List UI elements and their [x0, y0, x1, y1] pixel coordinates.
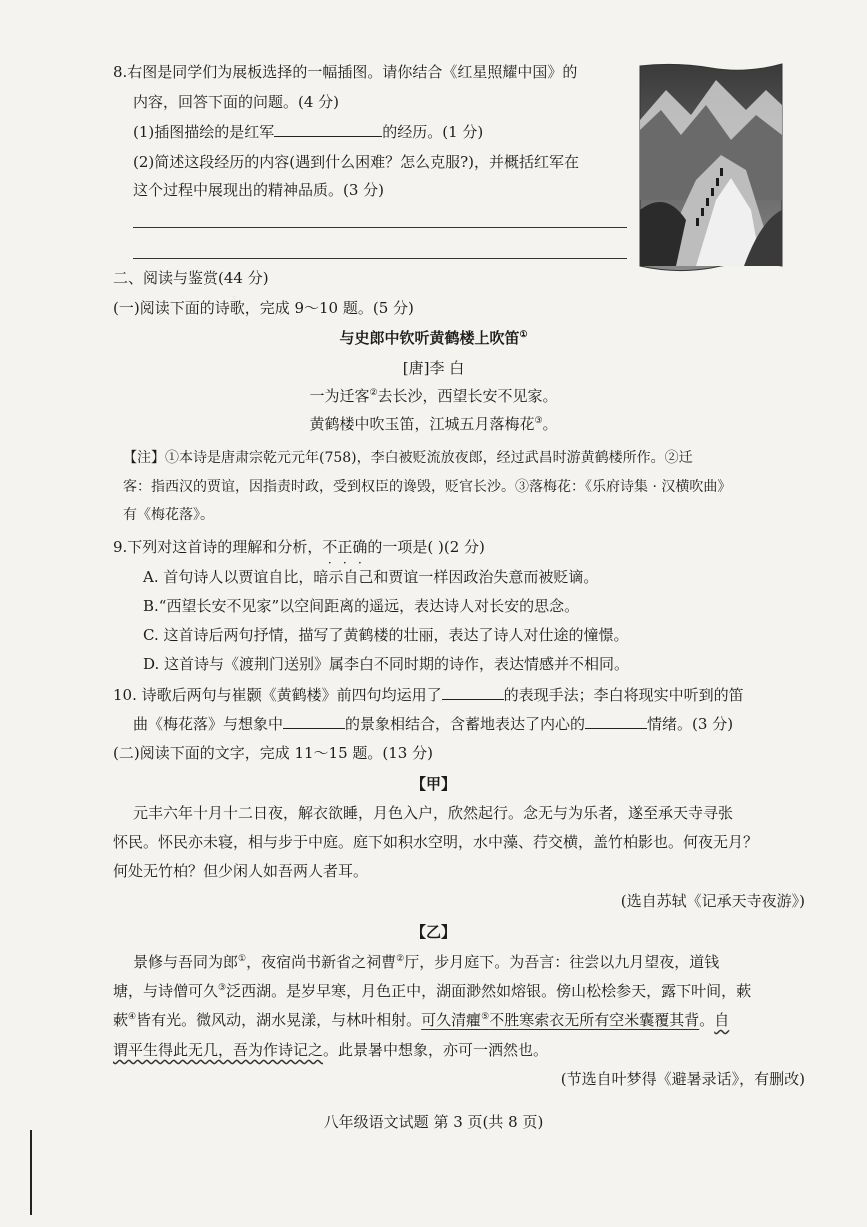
- yi-text: 塘，与诗僧可久: [113, 982, 219, 1000]
- q9-option-b: B.“西望长安不见家”以空间距离的遥远，表达诗人对长安的思念。: [143, 597, 580, 615]
- section-heading: 二、阅读与鉴赏(44 分): [113, 269, 269, 287]
- q10-line2: [133, 712, 733, 736]
- footnote-mark: ⑤: [481, 1012, 490, 1022]
- note-line2: 客：指西汉的贾谊，因指责时政，受到权臣的谗毁，贬官长沙。③落梅花：《乐府诗集 · 汉横吹曲》: [123, 479, 732, 495]
- q10-line1: [113, 683, 744, 707]
- wavy-underlined-text: 谓平生得此无几，吾为作诗记之: [113, 1041, 324, 1059]
- note-line1: 【注】①本诗是唐肃宗乾元元年(758)，李白被贬流放夜郎，经过武昌时游黄鹤楼所作。②迁: [123, 450, 693, 466]
- poem-title: [0, 326, 867, 350]
- q10-e: 情绪。(3 分): [647, 715, 734, 733]
- jia-line3: 何处无竹柏？但少闲人如吾两人者耳。: [113, 862, 369, 880]
- yi-text: 厅，步月庭下。为吾言：往尝以九月望夜，道钱: [404, 953, 720, 971]
- q9-option-a: A. 首句诗人以贾谊自比，暗示自己和贾谊一样因政治失意而被贬谪。: [143, 568, 599, 586]
- emphasis-char: 正: [337, 538, 353, 556]
- q10-a: 10. 诗歌后两句与崔颢《黄鹤楼》前四句均运用了: [113, 686, 442, 704]
- q10-c: 曲《梅花落》与想象中: [133, 715, 284, 733]
- q9-stem-a: 9.下列对这首诗的理解和分析，: [113, 538, 323, 556]
- passage-jia-label: 【甲】: [410, 775, 456, 793]
- yi-line3: [113, 1008, 729, 1032]
- q9-stem-b: 的一项是( )(2 分): [367, 538, 485, 556]
- q10-b: 的表现手法；李白将现实中听到的笛: [503, 686, 744, 704]
- q9-stem: [113, 535, 485, 559]
- answer-blank: [283, 714, 345, 729]
- passage-yi-label: 【乙】: [410, 923, 456, 941]
- q8-line2: 内容，回答下面的问题。(4 分): [133, 93, 340, 111]
- mountain-march-illustration: [636, 60, 786, 272]
- answer-blank: [274, 122, 382, 137]
- q8-sub2-line2: 这个过程中展现出的精神品质。(3 分): [133, 181, 385, 199]
- yi-text: 不胜寒索衣无所有空米囊覆其背: [489, 1011, 700, 1029]
- yi-text: 。: [699, 1011, 715, 1029]
- yi-line1: [133, 950, 719, 974]
- q9-option-d: D. 这首诗与《渡荆门送别》属李白不同时期的诗作，表达情感并不相同。: [143, 655, 630, 673]
- q8-sub1: [133, 120, 483, 144]
- note-line3: 有《梅花落》。: [123, 507, 214, 523]
- yi-text: 景修与吾同为郎: [133, 953, 239, 971]
- yi-text: 蔌: [113, 1011, 129, 1029]
- q8-sub1-b: 的经历。(1 分): [382, 123, 484, 141]
- q9-option-c: C. 这首诗后两句抒情，描写了黄鹤楼的壮丽，表达了诗人对仕途的憧憬。: [143, 626, 629, 644]
- poem-line1-b: 去长沙，西望长安不见家。: [377, 387, 558, 405]
- poem-line1-a: 一为迁客: [309, 387, 370, 405]
- yi-line2: [113, 979, 751, 1003]
- margin-rule: [30, 1130, 32, 1215]
- poem-title-text: 与史郎中钦听黄鹤楼上吹笛: [339, 329, 520, 347]
- jia-line2: 怀民。怀民亦未寝，相与步于中庭。庭下如积水空明，水中藻、荇交横，盖竹柏影也。何夜无月？: [113, 833, 759, 851]
- footnote-mark: ③: [218, 983, 227, 993]
- footnote-mark: ①: [519, 330, 528, 340]
- yi-text: 皆有光。微风动，湖水晃漾，与林叶相射。: [136, 1011, 422, 1029]
- answer-line: [133, 227, 627, 228]
- q8-line1: 8.右图是同学们为展板选择的一幅插图。请你结合《红星照耀中国》的: [113, 63, 578, 81]
- poem-author: [唐]李 白: [402, 359, 465, 377]
- answer-blank: [585, 714, 647, 729]
- yi-text: 泛西湖。是岁早寒，月色正中，湖面渺然如熔银。傍山松桧参天，露下叶间，蔌: [226, 982, 752, 1000]
- part2-instruction: (二)阅读下面的文字，完成 11～15 题。(13 分): [113, 744, 433, 762]
- q8-sub1-a: (1)插图描绘的是红军: [133, 123, 275, 141]
- emphasis-char: 不: [322, 538, 338, 556]
- poem-line2-b: 。: [542, 415, 558, 433]
- emphasis-char: 确: [352, 538, 368, 556]
- footnote-mark: ②: [396, 954, 405, 964]
- footnote-mark: ④: [128, 1012, 137, 1022]
- poem-line2: [0, 412, 867, 436]
- q10-d: 的景象相结合，含蓄地表达了内心的: [345, 715, 586, 733]
- part1-instruction: (一)阅读下面的诗歌，完成 9～10 题。(5 分): [113, 299, 414, 317]
- footnote-mark: ①: [238, 954, 247, 964]
- footnote-mark: ②: [369, 388, 378, 398]
- underlined-sentence: [421, 1011, 699, 1029]
- jia-line1: 元丰六年十月十二日夜，解衣欲睡，月色入户，欣然起行。念无与为乐者，遂至承天寺寻张: [133, 804, 734, 822]
- page-footer: 八年级语文试题 第 3 页(共 8 页): [323, 1113, 544, 1131]
- answer-line: [133, 258, 627, 259]
- answer-blank: [442, 685, 504, 700]
- yi-text: 。此景暑中想象，亦可一洒然也。: [323, 1041, 549, 1059]
- poem-line2-a: 黄鹤楼中吹玉笛，江城五月落梅花: [309, 415, 535, 433]
- poem-line1: [0, 384, 867, 408]
- jia-source: (选自苏轼《记承天寺夜游》): [620, 892, 805, 910]
- yi-text: 可久清癯: [421, 1011, 482, 1029]
- yi-line4: [113, 1038, 548, 1062]
- footnote-mark: ③: [534, 416, 543, 426]
- yi-text: ，夜宿尚书新省之祠曹: [246, 953, 397, 971]
- q8-sub2-line1: (2)简述这段经历的内容(遇到什么困难？怎么克服?)，并概括红军在: [133, 153, 579, 171]
- wavy-underlined-text: 自: [714, 1011, 730, 1029]
- yi-source: (节选自叶梦得《避暑录话》，有删改): [560, 1070, 805, 1088]
